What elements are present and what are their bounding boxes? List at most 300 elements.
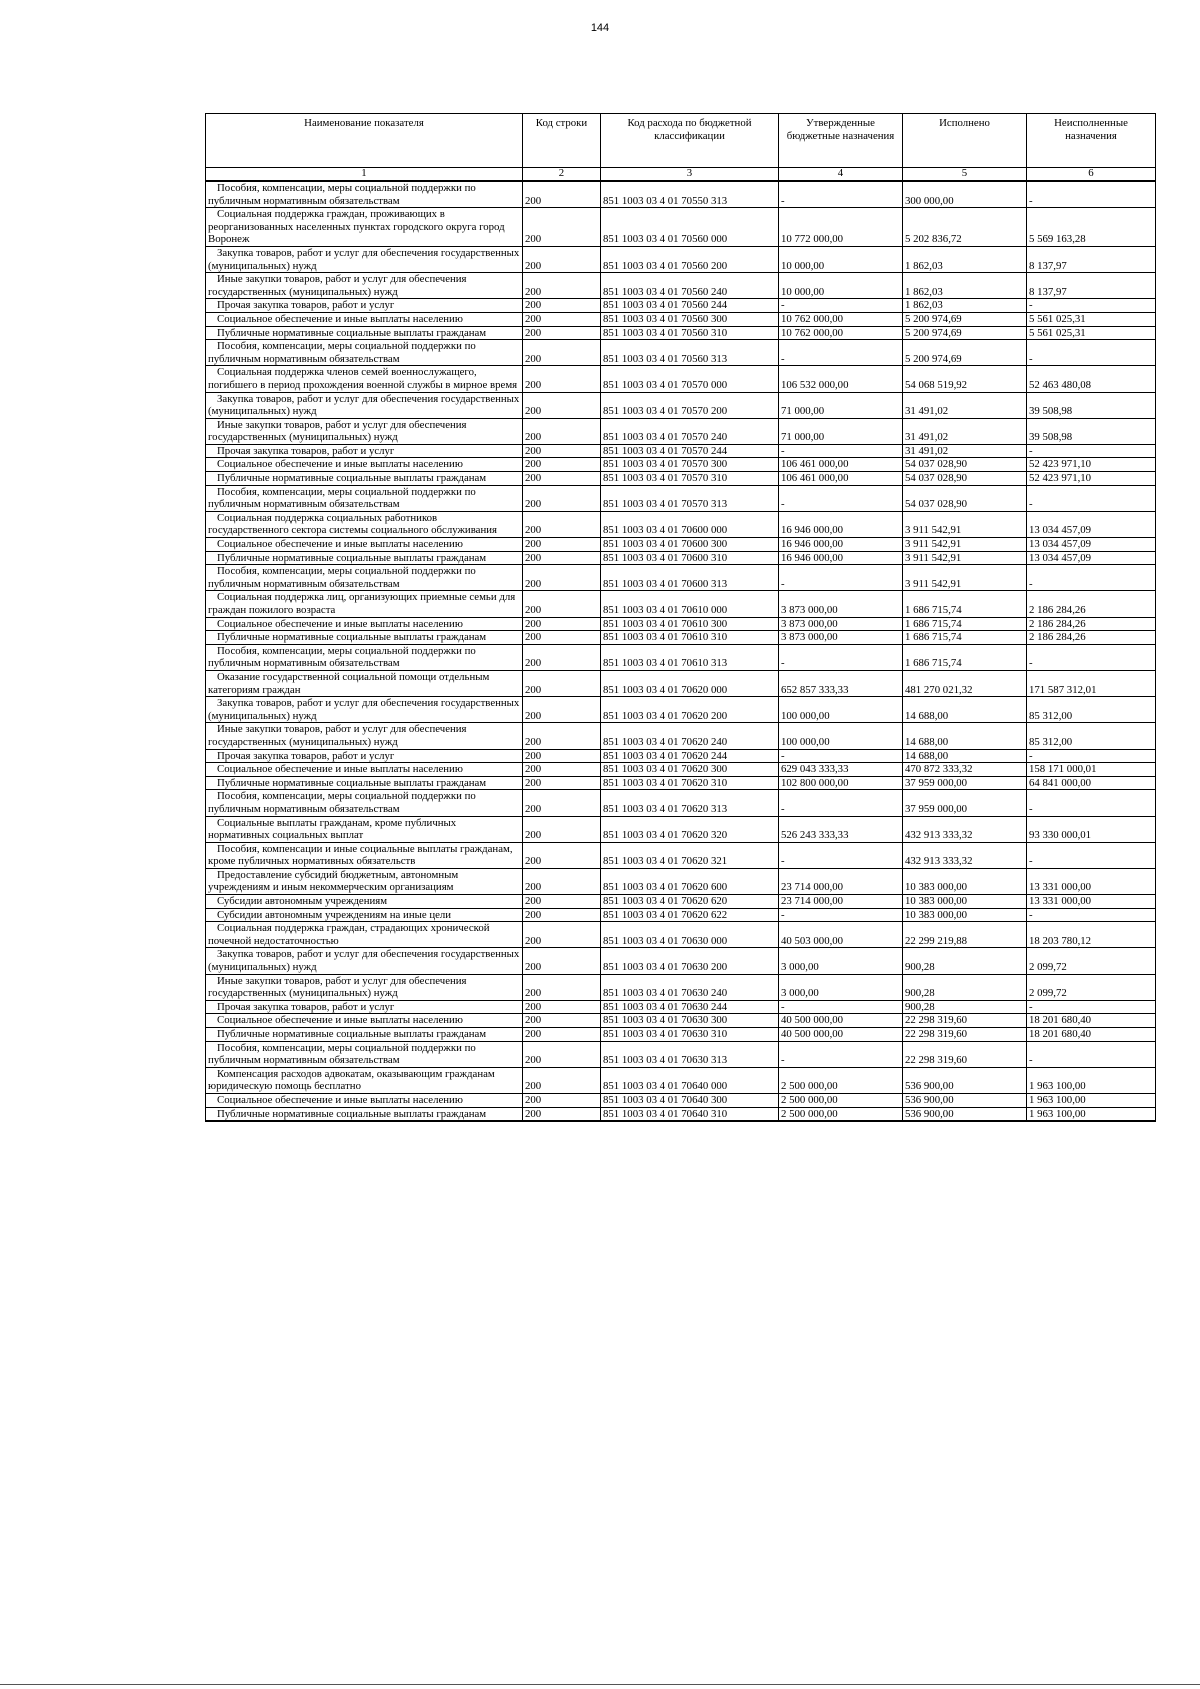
unexecuted-cell: 171 587 312,01 <box>1027 670 1156 696</box>
table-row <box>206 723 1156 749</box>
unexecuted-cell: 13 331 000,00 <box>1027 895 1156 909</box>
unexecuted-cell: - <box>1027 908 1156 922</box>
line-code-cell: 200 <box>523 1093 601 1107</box>
line-code-cell: 200 <box>523 444 601 458</box>
table-body <box>206 181 1156 1121</box>
unexecuted-cell: 18 201 680,40 <box>1027 1014 1156 1028</box>
approved-cell: 10 000,00 <box>779 273 903 299</box>
line-code-cell: 200 <box>523 617 601 631</box>
executed-cell: 432 913 333,32 <box>903 842 1027 868</box>
executed-cell: 5 200 974,69 <box>903 312 1027 326</box>
indicator-name-cell: Публичные нормативные социальные выплаты гражданам <box>206 472 523 486</box>
budget-code-cell: 851 1003 03 4 01 70610 310 <box>601 631 779 645</box>
unexecuted-cell: - <box>1027 299 1156 313</box>
approved-cell: - <box>779 299 903 313</box>
executed-cell: 5 200 974,69 <box>903 326 1027 340</box>
column-header-row <box>206 114 1156 168</box>
executed-cell: 1 686 715,74 <box>903 644 1027 670</box>
executed-cell: 22 298 319,60 <box>903 1041 1027 1067</box>
executed-cell: 10 383 000,00 <box>903 908 1027 922</box>
table-row <box>206 591 1156 617</box>
indicator-name-cell: Иные закупки товаров, работ и услуг для обеспечения государственных (муниципальных) нужд <box>206 974 523 1000</box>
table-row <box>206 299 1156 313</box>
column-header: Наименование показателя <box>206 114 523 168</box>
indicator-name-cell: Иные закупки товаров, работ и услуг для обеспечения государственных (муниципальных) нужд <box>206 723 523 749</box>
executed-cell: 900,28 <box>903 1000 1027 1014</box>
budget-code-cell: 851 1003 03 4 01 70600 300 <box>601 538 779 552</box>
executed-cell: 22 298 319,60 <box>903 1028 1027 1042</box>
line-code-cell: 200 <box>523 485 601 511</box>
line-code-cell: 200 <box>523 670 601 696</box>
indicator-name-cell: Оказание государственной социальной помощи отдельным категориям граждан <box>206 670 523 696</box>
budget-code-cell: 851 1003 03 4 01 70620 321 <box>601 842 779 868</box>
approved-cell: 16 946 000,00 <box>779 551 903 565</box>
indicator-name-cell: Закупка товаров, работ и услуг для обеспечения государственных (муниципальных) нужд <box>206 697 523 723</box>
column-header: Код расхода по бюджетной классификации <box>601 114 779 168</box>
line-code-cell: 200 <box>523 181 601 208</box>
budget-code-cell: 851 1003 03 4 01 70560 313 <box>601 340 779 366</box>
approved-cell: - <box>779 749 903 763</box>
budget-code-cell: 851 1003 03 4 01 70630 244 <box>601 1000 779 1014</box>
indicator-name-cell: Публичные нормативные социальные выплаты гражданам <box>206 1028 523 1042</box>
unexecuted-cell: 39 508,98 <box>1027 392 1156 418</box>
executed-cell: 1 862,03 <box>903 299 1027 313</box>
approved-cell: 16 946 000,00 <box>779 511 903 537</box>
line-code-cell: 200 <box>523 763 601 777</box>
indicator-name-cell: Социальная поддержка членов семей военнослужащего, погибшего в период прохождения военной службы в мирное время <box>206 366 523 392</box>
line-code-cell: 200 <box>523 895 601 909</box>
executed-cell: 1 686 715,74 <box>903 631 1027 645</box>
executed-cell: 3 911 542,91 <box>903 511 1027 537</box>
unexecuted-cell: 85 312,00 <box>1027 723 1156 749</box>
indicator-name-cell: Публичные нормативные социальные выплаты гражданам <box>206 631 523 645</box>
unexecuted-cell: 52 463 480,08 <box>1027 366 1156 392</box>
column-header: Утвержденные бюджетные назначения <box>779 114 903 168</box>
unexecuted-cell: 1 963 100,00 <box>1027 1107 1156 1121</box>
executed-cell: 1 686 715,74 <box>903 591 1027 617</box>
line-code-cell: 200 <box>523 511 601 537</box>
approved-cell: 3 873 000,00 <box>779 591 903 617</box>
approved-cell: 23 714 000,00 <box>779 868 903 894</box>
approved-cell: 2 500 000,00 <box>779 1067 903 1093</box>
budget-code-cell: 851 1003 03 4 01 70640 310 <box>601 1107 779 1121</box>
executed-cell: 536 900,00 <box>903 1067 1027 1093</box>
table-row <box>206 1107 1156 1121</box>
unexecuted-cell: 64 841 000,00 <box>1027 776 1156 790</box>
budget-code-cell: 851 1003 03 4 01 70630 300 <box>601 1014 779 1028</box>
budget-code-cell: 851 1003 03 4 01 70630 200 <box>601 948 779 974</box>
line-code-cell: 200 <box>523 697 601 723</box>
executed-cell: 536 900,00 <box>903 1107 1027 1121</box>
budget-code-cell: 851 1003 03 4 01 70630 310 <box>601 1028 779 1042</box>
unexecuted-cell: 85 312,00 <box>1027 697 1156 723</box>
executed-cell: 3 911 542,91 <box>903 565 1027 591</box>
executed-cell: 31 491,02 <box>903 418 1027 444</box>
line-code-cell: 200 <box>523 776 601 790</box>
indicator-name-cell: Социальное обеспечение и иные выплаты населению <box>206 1014 523 1028</box>
approved-cell: 10 000,00 <box>779 246 903 272</box>
line-code-cell: 200 <box>523 312 601 326</box>
table-row <box>206 392 1156 418</box>
unexecuted-cell: 93 330 000,01 <box>1027 816 1156 842</box>
unexecuted-cell: 2 186 284,26 <box>1027 591 1156 617</box>
line-code-cell: 200 <box>523 948 601 974</box>
budget-code-cell: 851 1003 03 4 01 70620 240 <box>601 723 779 749</box>
approved-cell: - <box>779 644 903 670</box>
indicator-name-cell: Социальное обеспечение и иные выплаты населению <box>206 763 523 777</box>
column-number: 3 <box>601 168 779 182</box>
unexecuted-cell: 13 034 457,09 <box>1027 551 1156 565</box>
indicator-name-cell: Предоставление субсидий бюджетным, автономным учреждениям и иным некоммерческим организациям <box>206 868 523 894</box>
budget-code-cell: 851 1003 03 4 01 70570 240 <box>601 418 779 444</box>
budget-code-cell: 851 1003 03 4 01 70620 300 <box>601 763 779 777</box>
budget-code-cell: 851 1003 03 4 01 70620 320 <box>601 816 779 842</box>
table-row <box>206 273 1156 299</box>
table-row <box>206 895 1156 909</box>
budget-code-cell: 851 1003 03 4 01 70610 300 <box>601 617 779 631</box>
approved-cell: 106 461 000,00 <box>779 472 903 486</box>
line-code-cell: 200 <box>523 631 601 645</box>
indicator-name-cell: Публичные нормативные социальные выплаты гражданам <box>206 776 523 790</box>
executed-cell: 432 913 333,32 <box>903 816 1027 842</box>
executed-cell: 10 383 000,00 <box>903 895 1027 909</box>
unexecuted-cell: - <box>1027 1041 1156 1067</box>
line-code-cell: 200 <box>523 565 601 591</box>
indicator-name-cell: Прочая закупка товаров, работ и услуг <box>206 749 523 763</box>
approved-cell: 2 500 000,00 <box>779 1093 903 1107</box>
column-header: Исполнено <box>903 114 1027 168</box>
executed-cell: 1 862,03 <box>903 246 1027 272</box>
indicator-name-cell: Социальное обеспечение и иные выплаты населению <box>206 1093 523 1107</box>
column-number: 1 <box>206 168 523 182</box>
approved-cell: 71 000,00 <box>779 392 903 418</box>
budget-code-cell: 851 1003 03 4 01 70640 000 <box>601 1067 779 1093</box>
indicator-name-cell: Социальное обеспечение и иные выплаты населению <box>206 458 523 472</box>
budget-code-cell: 851 1003 03 4 01 70630 313 <box>601 1041 779 1067</box>
executed-cell: 300 000,00 <box>903 181 1027 208</box>
approved-cell: - <box>779 181 903 208</box>
budget-code-cell: 851 1003 03 4 01 70560 300 <box>601 312 779 326</box>
line-code-cell: 200 <box>523 1067 601 1093</box>
table-row <box>206 444 1156 458</box>
budget-code-cell: 851 1003 03 4 01 70570 200 <box>601 392 779 418</box>
approved-cell: 106 532 000,00 <box>779 366 903 392</box>
approved-cell: 3 873 000,00 <box>779 631 903 645</box>
unexecuted-cell: - <box>1027 340 1156 366</box>
table-row <box>206 1028 1156 1042</box>
line-code-cell: 200 <box>523 458 601 472</box>
table-row <box>206 565 1156 591</box>
budget-code-cell: 851 1003 03 4 01 70630 000 <box>601 922 779 948</box>
budget-code-cell: 851 1003 03 4 01 70620 622 <box>601 908 779 922</box>
indicator-name-cell: Социальные выплаты гражданам, кроме публичных нормативных социальных выплат <box>206 816 523 842</box>
unexecuted-cell: - <box>1027 790 1156 816</box>
budget-code-cell: 851 1003 03 4 01 70620 244 <box>601 749 779 763</box>
indicator-name-cell: Субсидии автономным учреждениям <box>206 895 523 909</box>
executed-cell: 481 270 021,32 <box>903 670 1027 696</box>
executed-cell: 22 298 319,60 <box>903 1014 1027 1028</box>
line-code-cell: 200 <box>523 644 601 670</box>
line-code-cell: 200 <box>523 538 601 552</box>
approved-cell: 526 243 333,33 <box>779 816 903 842</box>
line-code-cell: 200 <box>523 273 601 299</box>
executed-cell: 14 688,00 <box>903 749 1027 763</box>
approved-cell: - <box>779 908 903 922</box>
indicator-name-cell: Пособия, компенсации, меры социальной поддержки по публичным нормативным обязательствам <box>206 340 523 366</box>
executed-cell: 10 383 000,00 <box>903 868 1027 894</box>
executed-cell: 536 900,00 <box>903 1093 1027 1107</box>
table-row <box>206 776 1156 790</box>
table-row <box>206 1093 1156 1107</box>
indicator-name-cell: Компенсация расходов адвокатам, оказывающим гражданам юридическую помощь бесплатно <box>206 1067 523 1093</box>
table-row <box>206 511 1156 537</box>
table-row <box>206 763 1156 777</box>
line-code-cell: 200 <box>523 340 601 366</box>
line-code-cell: 200 <box>523 908 601 922</box>
line-code-cell: 200 <box>523 842 601 868</box>
approved-cell: 629 043 333,33 <box>779 763 903 777</box>
indicator-name-cell: Закупка товаров, работ и услуг для обеспечения государственных (муниципальных) нужд <box>206 948 523 974</box>
indicator-name-cell: Закупка товаров, работ и услуг для обеспечения государственных (муниципальных) нужд <box>206 392 523 418</box>
line-code-cell: 200 <box>523 1041 601 1067</box>
budget-code-cell: 851 1003 03 4 01 70620 313 <box>601 790 779 816</box>
table-row <box>206 538 1156 552</box>
unexecuted-cell: 2 099,72 <box>1027 974 1156 1000</box>
table-row <box>206 670 1156 696</box>
column-number: 4 <box>779 168 903 182</box>
table-row <box>206 418 1156 444</box>
line-code-cell: 200 <box>523 326 601 340</box>
line-code-cell: 200 <box>523 1014 601 1028</box>
unexecuted-cell: - <box>1027 749 1156 763</box>
budget-code-cell: 851 1003 03 4 01 70600 310 <box>601 551 779 565</box>
budget-code-cell: 851 1003 03 4 01 70610 313 <box>601 644 779 670</box>
line-code-cell: 200 <box>523 366 601 392</box>
indicator-name-cell: Закупка товаров, работ и услуг для обеспечения государственных (муниципальных) нужд <box>206 246 523 272</box>
executed-cell: 3 911 542,91 <box>903 538 1027 552</box>
line-code-cell: 200 <box>523 208 601 247</box>
line-code-cell: 200 <box>523 922 601 948</box>
line-code-cell: 200 <box>523 591 601 617</box>
approved-cell: 3 873 000,00 <box>779 617 903 631</box>
budget-code-cell: 851 1003 03 4 01 70570 300 <box>601 458 779 472</box>
line-code-cell: 200 <box>523 392 601 418</box>
column-header: Неисполненные назначения <box>1027 114 1156 168</box>
unexecuted-cell: 13 034 457,09 <box>1027 538 1156 552</box>
approved-cell: - <box>779 485 903 511</box>
executed-cell: 37 959 000,00 <box>903 776 1027 790</box>
line-code-cell: 200 <box>523 1107 601 1121</box>
budget-code-cell: 851 1003 03 4 01 70560 240 <box>601 273 779 299</box>
table-row <box>206 922 1156 948</box>
budget-execution-table <box>205 113 1156 1122</box>
table-row <box>206 749 1156 763</box>
line-code-cell: 200 <box>523 1000 601 1014</box>
indicator-name-cell: Пособия, компенсации, меры социальной поддержки по публичным нормативным обязательствам <box>206 1041 523 1067</box>
executed-cell: 14 688,00 <box>903 697 1027 723</box>
approved-cell: 40 500 000,00 <box>779 1028 903 1042</box>
executed-cell: 470 872 333,32 <box>903 763 1027 777</box>
line-code-cell: 200 <box>523 868 601 894</box>
executed-cell: 31 491,02 <box>903 444 1027 458</box>
budget-code-cell: 851 1003 03 4 01 70570 244 <box>601 444 779 458</box>
budget-code-cell: 851 1003 03 4 01 70560 310 <box>601 326 779 340</box>
unexecuted-cell: 52 423 971,10 <box>1027 472 1156 486</box>
indicator-name-cell: Пособия, компенсации и иные социальные выплаты гражданам, кроме публичных нормативных обязательств <box>206 842 523 868</box>
executed-cell: 54 037 028,90 <box>903 472 1027 486</box>
approved-cell: - <box>779 842 903 868</box>
table-row <box>206 1000 1156 1014</box>
budget-code-cell: 851 1003 03 4 01 70620 620 <box>601 895 779 909</box>
column-header: Код строки <box>523 114 601 168</box>
unexecuted-cell: - <box>1027 1000 1156 1014</box>
table-row <box>206 181 1156 208</box>
indicator-name-cell: Пособия, компенсации, меры социальной поддержки по публичным нормативным обязательствам <box>206 565 523 591</box>
indicator-name-cell: Публичные нормативные социальные выплаты гражданам <box>206 551 523 565</box>
unexecuted-cell: 8 137,97 <box>1027 246 1156 272</box>
budget-code-cell: 851 1003 03 4 01 70570 313 <box>601 485 779 511</box>
unexecuted-cell: 5 561 025,31 <box>1027 326 1156 340</box>
indicator-name-cell: Социальная поддержка социальных работников государственного сектора системы социального обслуживания <box>206 511 523 537</box>
table-row <box>206 790 1156 816</box>
approved-cell: 40 500 000,00 <box>779 1014 903 1028</box>
approved-cell: 40 503 000,00 <box>779 922 903 948</box>
table-row <box>206 908 1156 922</box>
table-row <box>206 208 1156 247</box>
unexecuted-cell: - <box>1027 181 1156 208</box>
indicator-name-cell: Пособия, компенсации, меры социальной поддержки по публичным нормативным обязательствам <box>206 181 523 208</box>
indicator-name-cell: Социальная поддержка граждан, страдающих хронической почечной недостаточностью <box>206 922 523 948</box>
line-code-cell: 200 <box>523 299 601 313</box>
page-number: 144 <box>590 22 610 34</box>
table-row <box>206 485 1156 511</box>
approved-cell: - <box>779 1000 903 1014</box>
approved-cell: 100 000,00 <box>779 697 903 723</box>
unexecuted-cell: - <box>1027 565 1156 591</box>
approved-cell: 3 000,00 <box>779 948 903 974</box>
executed-cell: 900,28 <box>903 974 1027 1000</box>
table-row <box>206 366 1156 392</box>
table-row <box>206 868 1156 894</box>
line-code-cell: 200 <box>523 472 601 486</box>
line-code-cell: 200 <box>523 1028 601 1042</box>
budget-code-cell: 851 1003 03 4 01 70640 300 <box>601 1093 779 1107</box>
indicator-name-cell: Социальное обеспечение и иные выплаты населению <box>206 617 523 631</box>
line-code-cell: 200 <box>523 723 601 749</box>
indicator-name-cell: Пособия, компенсации, меры социальной поддержки по публичным нормативным обязательствам <box>206 790 523 816</box>
executed-cell: 37 959 000,00 <box>903 790 1027 816</box>
unexecuted-cell: 2 186 284,26 <box>1027 617 1156 631</box>
indicator-name-cell: Социальная поддержка граждан, проживающих в реорганизованных населенных пунктах городского округа город Воронеж <box>206 208 523 247</box>
indicator-name-cell: Иные закупки товаров, работ и услуг для обеспечения государственных (муниципальных) нужд <box>206 418 523 444</box>
budget-code-cell: 851 1003 03 4 01 70620 600 <box>601 868 779 894</box>
budget-code-cell: 851 1003 03 4 01 70620 310 <box>601 776 779 790</box>
unexecuted-cell: - <box>1027 644 1156 670</box>
budget-code-cell: 851 1003 03 4 01 70560 244 <box>601 299 779 313</box>
approved-cell: 102 800 000,00 <box>779 776 903 790</box>
table-row <box>206 458 1156 472</box>
table-row <box>206 842 1156 868</box>
table-row <box>206 974 1156 1000</box>
indicator-name-cell: Прочая закупка товаров, работ и услуг <box>206 299 523 313</box>
indicator-name-cell: Социальное обеспечение и иные выплаты населению <box>206 312 523 326</box>
approved-cell: 10 772 000,00 <box>779 208 903 247</box>
executed-cell: 54 037 028,90 <box>903 485 1027 511</box>
column-number: 2 <box>523 168 601 182</box>
unexecuted-cell: 52 423 971,10 <box>1027 458 1156 472</box>
executed-cell: 14 688,00 <box>903 723 1027 749</box>
executed-cell: 900,28 <box>903 948 1027 974</box>
unexecuted-cell: 13 331 000,00 <box>1027 868 1156 894</box>
approved-cell: - <box>779 790 903 816</box>
approved-cell: - <box>779 565 903 591</box>
indicator-name-cell: Прочая закупка товаров, работ и услуг <box>206 444 523 458</box>
executed-cell: 22 299 219,88 <box>903 922 1027 948</box>
unexecuted-cell: 1 963 100,00 <box>1027 1093 1156 1107</box>
unexecuted-cell: 18 201 680,40 <box>1027 1028 1156 1042</box>
indicator-name-cell: Социальное обеспечение и иные выплаты населению <box>206 538 523 552</box>
budget-code-cell: 851 1003 03 4 01 70570 310 <box>601 472 779 486</box>
unexecuted-cell: 18 203 780,12 <box>1027 922 1156 948</box>
table-row <box>206 631 1156 645</box>
indicator-name-cell: Субсидии автономным учреждениям на иные цели <box>206 908 523 922</box>
unexecuted-cell: 1 963 100,00 <box>1027 1067 1156 1093</box>
budget-code-cell: 851 1003 03 4 01 70610 000 <box>601 591 779 617</box>
approved-cell: 106 461 000,00 <box>779 458 903 472</box>
line-code-cell: 200 <box>523 974 601 1000</box>
approved-cell: 10 762 000,00 <box>779 326 903 340</box>
column-number: 6 <box>1027 168 1156 182</box>
table-row <box>206 617 1156 631</box>
approved-cell: 2 500 000,00 <box>779 1107 903 1121</box>
budget-code-cell: 851 1003 03 4 01 70600 000 <box>601 511 779 537</box>
table-row <box>206 948 1156 974</box>
table-row <box>206 246 1156 272</box>
table-row <box>206 1014 1156 1028</box>
executed-cell: 54 037 028,90 <box>903 458 1027 472</box>
unexecuted-cell: 8 137,97 <box>1027 273 1156 299</box>
table-row <box>206 340 1156 366</box>
unexecuted-cell: 39 508,98 <box>1027 418 1156 444</box>
line-code-cell: 200 <box>523 790 601 816</box>
indicator-name-cell: Публичные нормативные социальные выплаты гражданам <box>206 326 523 340</box>
unexecuted-cell: 2 186 284,26 <box>1027 631 1156 645</box>
page-bottom-rule <box>0 1684 1200 1685</box>
indicator-name-cell: Пособия, компенсации, меры социальной поддержки по публичным нормативным обязательствам <box>206 485 523 511</box>
budget-code-cell: 851 1003 03 4 01 70630 240 <box>601 974 779 1000</box>
line-code-cell: 200 <box>523 246 601 272</box>
table-row <box>206 551 1156 565</box>
approved-cell: - <box>779 1041 903 1067</box>
indicator-name-cell: Социальная поддержка лиц, организующих приемные семьи для граждан пожилого возраста <box>206 591 523 617</box>
executed-cell: 1 862,03 <box>903 273 1027 299</box>
executed-cell: 1 686 715,74 <box>903 617 1027 631</box>
indicator-name-cell: Пособия, компенсации, меры социальной поддержки по публичным нормативным обязательствам <box>206 644 523 670</box>
approved-cell: 3 000,00 <box>779 974 903 1000</box>
approved-cell: - <box>779 444 903 458</box>
column-number-row <box>206 168 1156 182</box>
table-row <box>206 816 1156 842</box>
approved-cell: 100 000,00 <box>779 723 903 749</box>
unexecuted-cell: - <box>1027 485 1156 511</box>
indicator-name-cell: Иные закупки товаров, работ и услуг для обеспечения государственных (муниципальных) нужд <box>206 273 523 299</box>
budget-code-cell: 851 1003 03 4 01 70560 000 <box>601 208 779 247</box>
line-code-cell: 200 <box>523 551 601 565</box>
column-number: 5 <box>903 168 1027 182</box>
unexecuted-cell: - <box>1027 842 1156 868</box>
unexecuted-cell: 2 099,72 <box>1027 948 1156 974</box>
budget-code-cell: 851 1003 03 4 01 70620 000 <box>601 670 779 696</box>
